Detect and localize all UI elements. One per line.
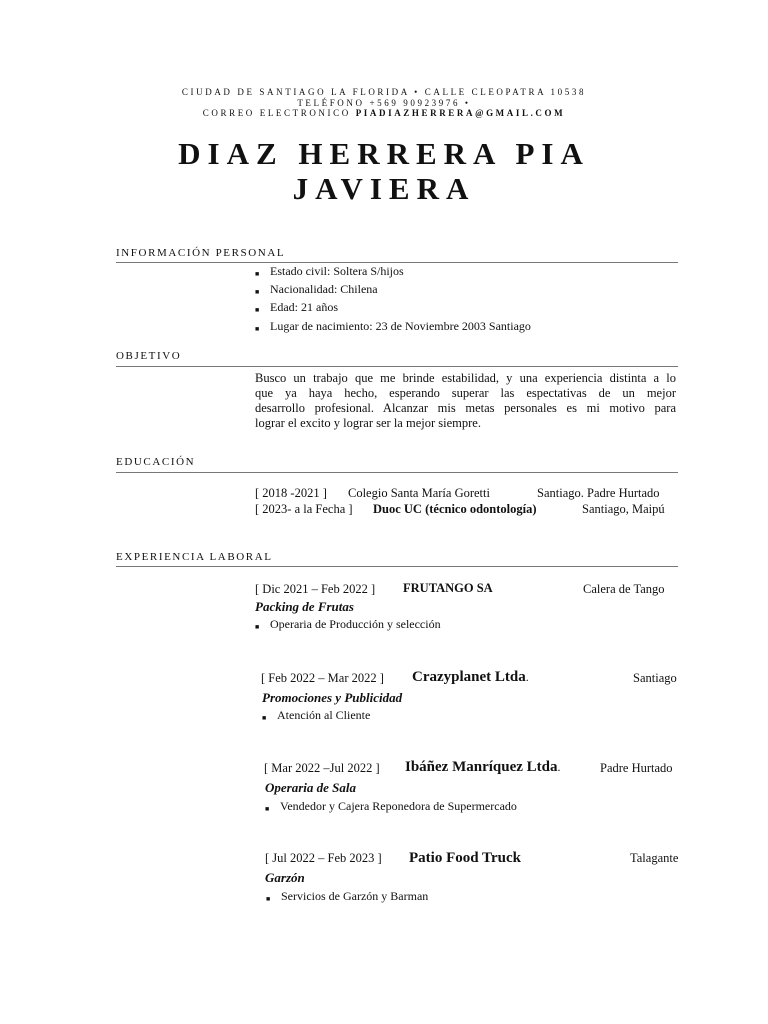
personal-item: ■ Edad: 21 años [270, 300, 338, 314]
contact-address: CIUDAD DE SANTIAGO LA FLORIDA • CALLE CLEOPATRA 10538 [181, 87, 587, 97]
education-dates: [ 2018 -2021 ] [255, 486, 327, 500]
contact-email-label: CORREO ELECTRONICO [202, 108, 356, 118]
name-line-1: DIAZ HERRERA PIA [178, 136, 590, 171]
job-role: Garzón [265, 870, 305, 885]
job-company-name: Crazyplanet Ltda [412, 669, 526, 685]
section-title-personal: INFORMACIÓN PERSONAL [116, 247, 286, 259]
job-duty: ■ Vendedor y Cajera Reponedora de Supermercado [280, 799, 517, 813]
name-line-2: JAVIERA [292, 171, 476, 206]
job-dates: [ Feb 2022 – Mar 2022 ] [261, 671, 384, 685]
education-school: Duoc UC (técnico odontología) [373, 502, 537, 516]
objective-line: Busco un trabajo que me brinde estabilidad, y una experiencia distinta a lo [255, 371, 676, 385]
job-dates: [ Jul 2022 – Feb 2023 ] [265, 851, 382, 865]
section-rule [116, 366, 678, 367]
job-role: Packing de Frutas [255, 599, 354, 614]
section-title-education: EDUCACIÓN [116, 456, 196, 468]
job-role: Operaria de Sala [265, 780, 356, 795]
personal-item: ■ Estado civil: Soltera S/hijos [270, 264, 404, 278]
job-location: Calera de Tango [583, 582, 665, 596]
job-location: Padre Hurtado [600, 761, 673, 775]
objective-text [255, 371, 676, 431]
section-rule [116, 566, 678, 567]
objective-line: desarrollo profesional. Alcanzar mis metas personales es mi motivo para [255, 401, 676, 415]
job-company-suffix: . [525, 670, 529, 684]
job-role: Promociones y Publicidad [262, 690, 403, 705]
section-rule [116, 262, 678, 263]
contact-email: PIADIAZHERRERA@GMAIL.COM [355, 108, 566, 118]
contact-email-line [0, 108, 768, 118]
section-title-objective: OBJETIVO [116, 350, 182, 362]
personal-item: ■ Lugar de nacimiento: 23 de Noviembre 2003 Santiago [270, 319, 531, 333]
education-school: Colegio Santa María Goretti [348, 486, 490, 500]
section-title-experience: EXPERIENCIA LABORAL [116, 551, 273, 563]
job-company-name: Ibáñez Manríquez Ltda [405, 759, 558, 775]
job-company: FRUTANGO SA [403, 581, 493, 595]
objective-line: lograr el excito y lograr ser la mejor siempre. [255, 416, 481, 430]
job-company-suffix: . [557, 760, 561, 774]
education-dates: [ 2023- a la Fecha ] [255, 502, 353, 516]
job-dates: [ Mar 2022 –Jul 2022 ] [264, 761, 380, 775]
job-dates: [ Dic 2021 – Feb 2022 ] [255, 582, 376, 596]
personal-item: ■ Nacionalidad: Chilena [270, 282, 378, 296]
education-location: Santiago, Maipú [582, 502, 665, 516]
job-location: Talagante [630, 851, 679, 865]
job-duty: ■ Atención al Cliente [277, 708, 370, 722]
job-company: Patio Food Truck [409, 850, 521, 866]
job-duty: ■ Servicios de Garzón y Barman [281, 889, 428, 903]
contact-phone: TELÉFONO +569 90923976 • [297, 98, 471, 108]
objective-line: que ya haya hecho, esperando superar las espectativas de un mejor [255, 386, 676, 400]
section-rule [116, 472, 678, 473]
job-location: Santiago [633, 671, 677, 685]
education-location: Santiago. Padre Hurtado [537, 486, 660, 500]
job-company [412, 668, 529, 686]
job-duty: ■ Operaria de Producción y selección [270, 617, 441, 631]
job-company [405, 758, 561, 776]
